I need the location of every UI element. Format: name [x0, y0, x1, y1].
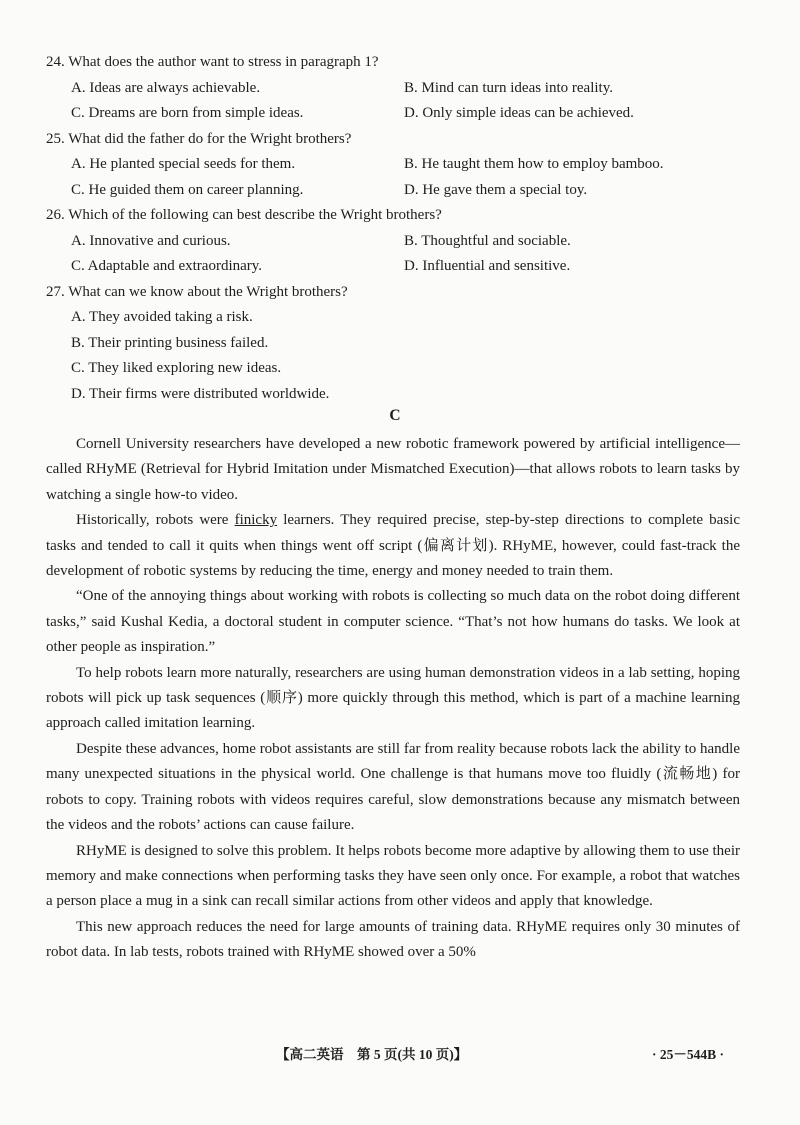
underlined-word: finicky	[234, 512, 278, 529]
option-25-d: D. He gave them a special toy.	[404, 181, 588, 198]
passage-paragraph-1: Cornell University researchers have developed a new robotic framework powered by artificial intelligence—called RHyME (Retrieval for Hybrid Imitation under Mismatched Execution)—that allows robots to learn tasks by watching a single how-to video.	[46, 436, 740, 503]
option-27-a-row	[46, 305, 766, 331]
question-24-options-row-2	[46, 101, 766, 127]
option-24-a: A. Ideas are always achievable.	[71, 79, 261, 96]
option-26-d: D. Influential and sensitive.	[404, 258, 571, 274]
option-24-c: C. Dreams are born from simple ideas.	[71, 105, 304, 121]
passage-paragraph-6: RHyME is designed to solve this problem. It helps robots become more adaptive by allowing them to use their memory and make connections when performing tasks they have seen only once. For example, a robot that watches a person place a mug in a sink can recall similar actions from other videos and apply that knowledge.	[46, 842, 740, 910]
option-27-d-row	[46, 382, 766, 408]
question-25-stem: 25. What did the father do for the Wright brothers?	[46, 130, 352, 147]
option-27-c: C. They liked exploring new ideas.	[71, 360, 282, 376]
option-25-a: A. He planted special seeds for them.	[71, 156, 296, 172]
passage-paragraph-3: “One of the annoying things about working with robots is collecting so much data on the robot doing different tasks,” said Kushal Kedia, a doctoral student in computer science. “That’s not how humans do tasks. We look at other people as inspiration.”	[46, 588, 740, 656]
option-25-c: C. He guided them on career planning.	[71, 181, 304, 198]
option-27-b: B. Their printing business failed.	[71, 334, 269, 351]
section-heading: C	[389, 407, 401, 424]
question-26-options-row-1	[46, 229, 766, 255]
reading-passage	[46, 432, 740, 966]
option-26-c: C. Adaptable and extraordinary.	[71, 258, 263, 274]
option-27-a: A. They avoided taking a risk.	[71, 309, 253, 325]
question-27-stem: 27. What can we know about the Wright brothers?	[46, 283, 348, 300]
passage-paragraph-2	[46, 508, 740, 584]
option-25-b: B. He taught them how to employ bamboo.	[404, 156, 664, 172]
question-24-options-row-1	[46, 76, 766, 102]
paragraph-2-text-start: Historically, robots were	[76, 512, 235, 529]
option-24-d: D. Only simple ideas can be achieved.	[404, 105, 634, 121]
option-27-d: D. Their firms were distributed worldwide.	[71, 385, 330, 402]
option-27-c-row	[46, 356, 766, 382]
passage-paragraph-5: Despite these advances, home robot assistants are still far from reality because robots lack the ability to handle many unexpected situations in the physical world. One challenge is that humans move too fluidly (流畅地) for robots to copy. Training robots with videos requires careful, slow demonstrations because any mismatch between the videos and the robots’ actions can cause failure.	[46, 740, 740, 834]
option-27-b-row	[46, 331, 766, 357]
paragraph-2-text-end: learners. They required precise, step-by-step directions to complete basic tasks and tended to call it quits when things went off script (偏离计划). RHyME, however, could fast-track the development of robotic systems by reducing the time, energy and money needed to train them.	[46, 512, 740, 580]
option-26-b: B. Thoughtful and sociable.	[404, 232, 571, 249]
option-26-a: A. Innovative and curious.	[71, 232, 231, 249]
question-25-options-row-1	[46, 152, 766, 178]
footer-exam-code: · 25－544B ·	[652, 1047, 725, 1062]
question-26-stem: 26. Which of the following can best describe the Wright brothers?	[46, 207, 442, 223]
footer-page-info: 【高二英语 第 5 页(共 10 页)】	[276, 1047, 468, 1062]
question-24-stem: 24. What does the author want to stress in paragraph 1?	[46, 54, 379, 70]
question-26-options-row-2	[46, 254, 766, 280]
option-24-b: B. Mind can turn ideas into reality.	[404, 79, 613, 96]
passage-paragraph-4: To help robots learn more naturally, researchers are using human demonstration videos in a lab setting, hoping robots will pick up task sequences (顺序) more quickly through this method, which is part of a machine learning approach called imitation learning.	[46, 664, 740, 732]
passage-paragraph-7: This new approach reduces the need for large amounts of training data. RHyME requires only 30 minutes of robot data. In lab tests, robots trained with RHyME showed over a 50%	[46, 918, 740, 961]
question-block	[46, 50, 766, 407]
question-25-options-row-2	[46, 178, 766, 204]
page-footer	[0, 1043, 800, 1063]
